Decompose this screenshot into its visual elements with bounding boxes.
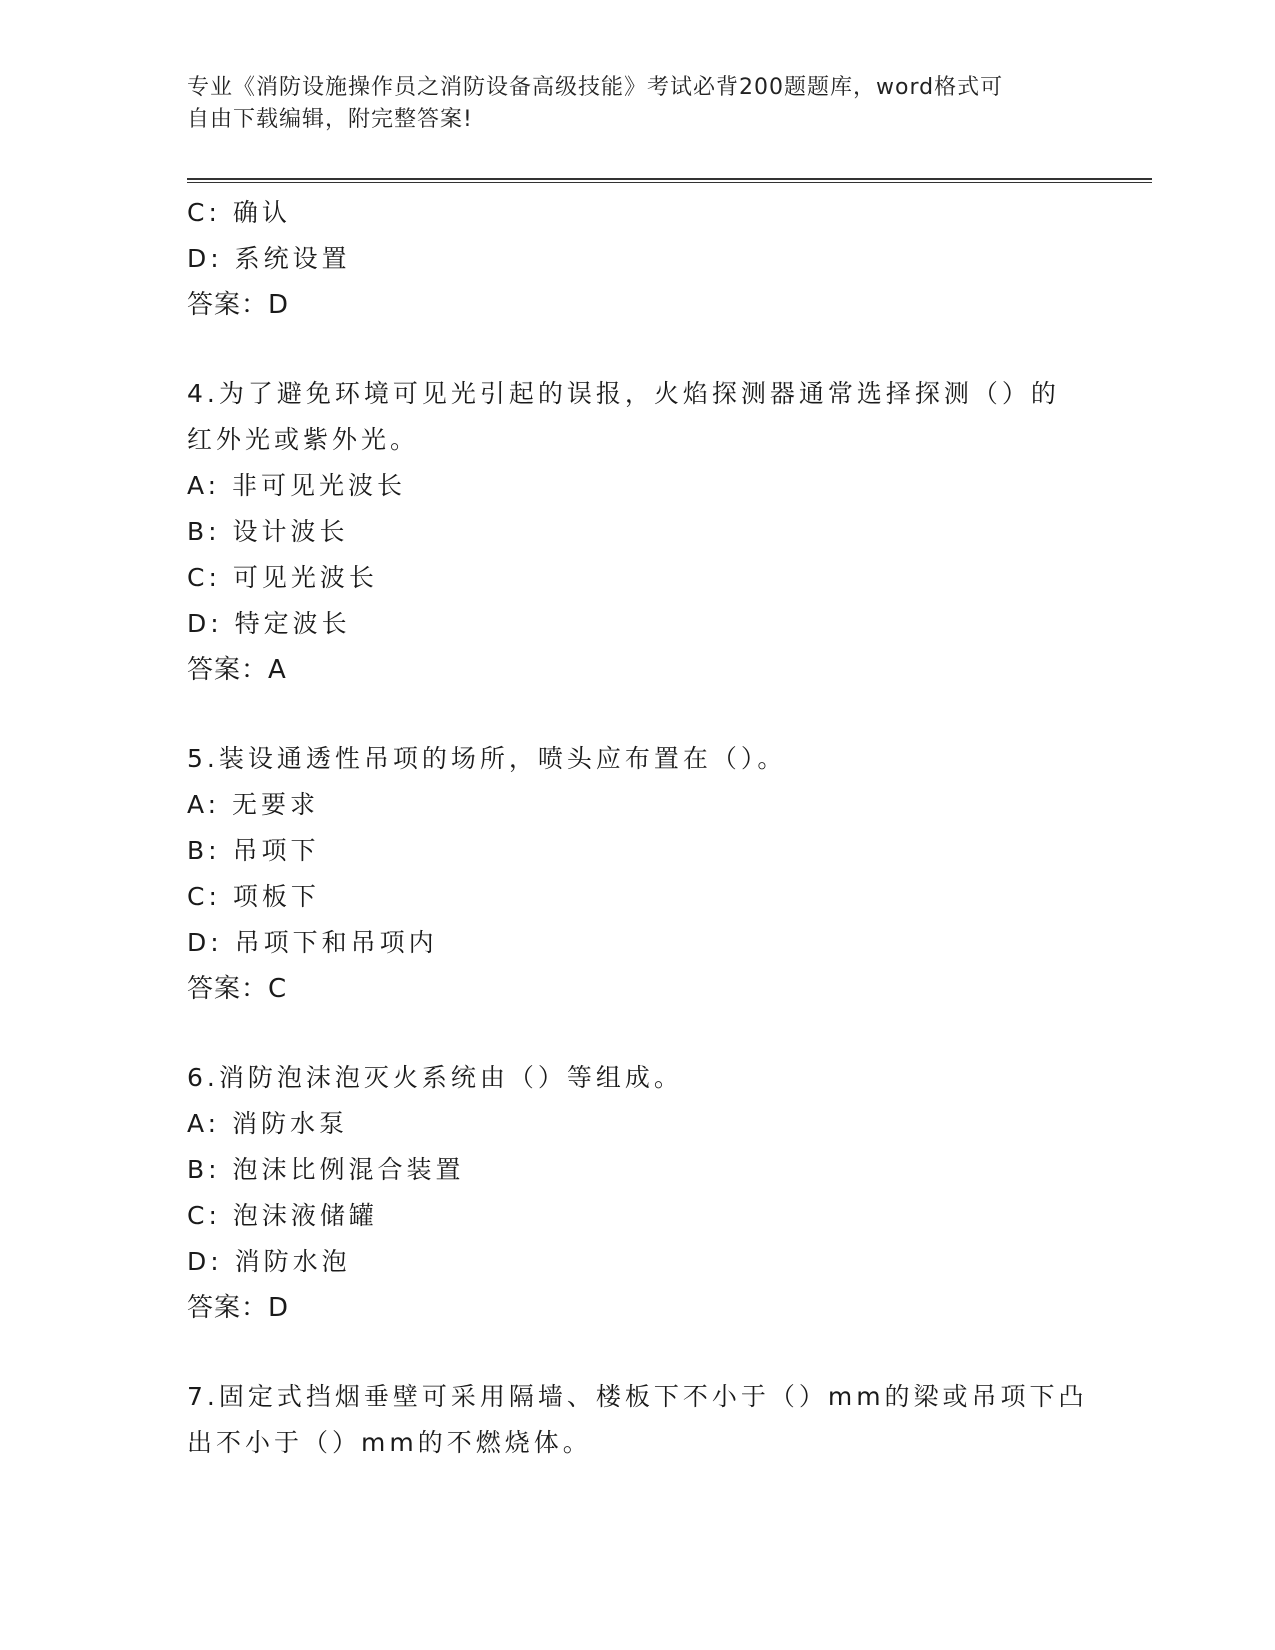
answer-line: 答案：C	[187, 974, 288, 1004]
question-4	[187, 371, 1087, 693]
answer-line: 答案：D	[187, 290, 290, 320]
option-a: A: 无要求	[187, 790, 320, 819]
option-c: C: 泡沫液储罐	[187, 1201, 378, 1230]
option-d: D: 吊项下和吊项内	[187, 928, 438, 957]
question-stem-line-1: 4.为了避免环境可见光引起的误报，火焰探测器通常选择探测（）的	[187, 379, 1060, 408]
question-stem-line-2: 出不小于（）mm的不燃烧体。	[187, 1428, 592, 1457]
header-title-line-1: 专业《消防设施操作员之消防设备高级技能》考试必背200题题库，word格式可	[187, 75, 1004, 100]
option-b: B: 设计波长	[187, 517, 349, 546]
question-7	[187, 1374, 1087, 1466]
question-stem: 5.装设通透性吊项的场所，喷头应布置在（）。	[187, 744, 787, 773]
answer-line: 答案：D	[187, 1293, 290, 1323]
option-d: D: 特定波长	[187, 609, 351, 638]
answer-line: 答案：A	[187, 655, 287, 685]
option-b: B: 吊项下	[187, 836, 320, 865]
option-c: C: 项板下	[187, 882, 320, 911]
question-stem-line-2: 红外光或紫外光。	[187, 425, 420, 454]
header-title-line-2: 自由下载编辑，附完整答案!	[187, 107, 473, 132]
option-d: D: 消防水泡	[187, 1247, 351, 1276]
header-divider	[187, 178, 1152, 183]
question-6	[187, 1055, 1087, 1331]
document-header	[187, 72, 1067, 136]
question-5	[187, 736, 1087, 1012]
option-c: C: 确认	[187, 198, 291, 227]
option-a: A: 非可见光波长	[187, 471, 407, 500]
option-d: D: 系统设置	[187, 244, 351, 273]
question-stem: 6.消防泡沫泡灭火系统由（）等组成。	[187, 1063, 683, 1092]
question-3-continued	[187, 190, 1087, 328]
option-a: A: 消防水泵	[187, 1109, 349, 1138]
option-c: C: 可见光波长	[187, 563, 378, 592]
option-b: B: 泡沫比例混合装置	[187, 1155, 465, 1184]
question-stem-line-1: 7.固定式挡烟垂壁可采用隔墙、楼板下不小于（）mm的梁或吊项下凸	[187, 1382, 1088, 1411]
question-list	[187, 190, 1087, 1466]
